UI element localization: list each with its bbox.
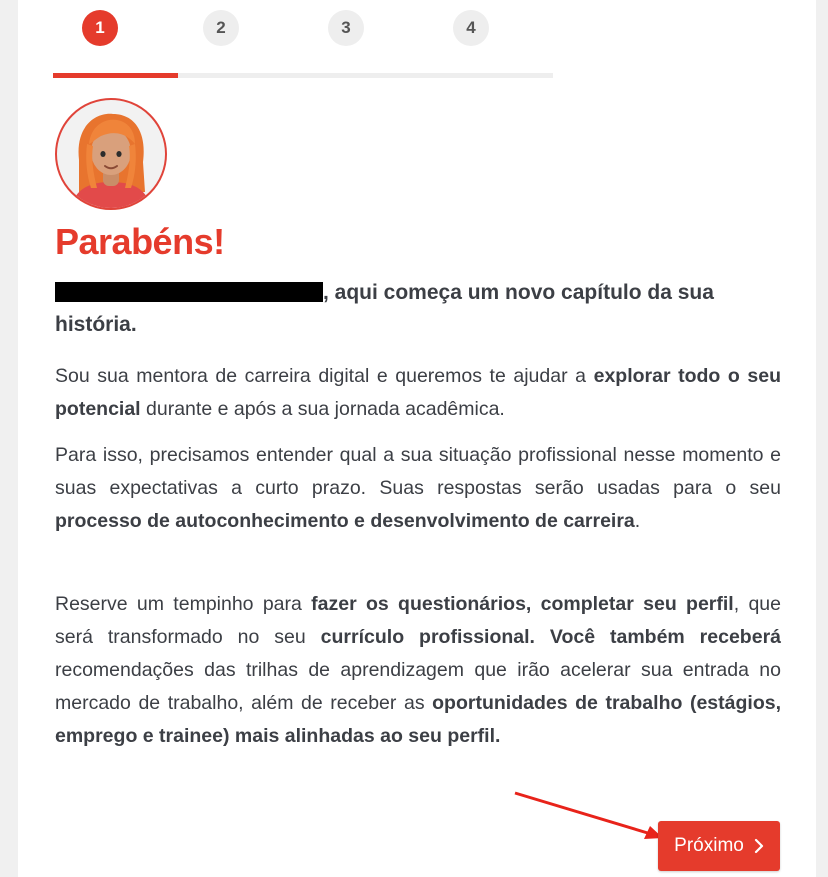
progress-fill <box>53 73 178 78</box>
redacted-name <box>55 282 323 302</box>
p1-segment-1: explorar todo o seu potencial <box>55 365 782 420</box>
step-2[interactable]: 2 <box>203 10 239 46</box>
p3-segment-4: recomendações das trilhas de aprendizagem que irão acelerar sua entrada no mercado de trabalho, além de receber as <box>55 659 781 714</box>
step-4[interactable]: 4 <box>453 10 489 46</box>
p3-segment-2: , que será transformado no seu <box>55 593 781 648</box>
p3-segment-1: fazer os questionários, completar seu perfil <box>311 593 734 615</box>
context-paragraph <box>55 439 781 538</box>
p1-segment-2: durante e após a sua jornada acadêmica. <box>140 398 505 420</box>
next-button-label: Próximo <box>674 835 744 856</box>
p3-segment-5: oportunidades de trabalho (estágios, emprego e trainee) mais alinhadas ao seu perfil. <box>55 692 781 747</box>
page-title: Parabéns! <box>55 221 225 262</box>
p2-segment-2: . <box>634 510 641 532</box>
mentor-avatar-icon <box>55 98 167 210</box>
step-3[interactable]: 3 <box>328 10 364 46</box>
p2-segment-0: Para isso, precisamos entender qual a sua situação profissional nesse momento e suas expectativas a curto prazo. Suas respostas serão usadas para o seu <box>55 444 781 499</box>
instructions-paragraph <box>55 588 781 753</box>
chevron-right-icon <box>754 838 764 854</box>
p2-segment-1: processo de autoconhecimento e desenvolvimento de carreira <box>55 510 635 532</box>
greeting-text: , aqui começa um novo capítulo da sua história. <box>55 281 714 336</box>
next-button[interactable] <box>658 821 780 871</box>
onboarding-card <box>18 0 816 877</box>
greeting-subtitle <box>55 277 785 341</box>
step-1[interactable]: 1 <box>82 10 118 46</box>
red-arrow-annotation <box>513 790 673 850</box>
p1-segment-0: Sou sua mentora de carreira digital e queremos te ajudar a <box>55 365 594 387</box>
intro-paragraph <box>55 360 781 426</box>
p3-segment-3: currículo profissional. Você também receberá <box>320 626 781 648</box>
p3-segment-0: Reserve um tempinho para <box>55 593 312 615</box>
stepper <box>53 0 553 80</box>
